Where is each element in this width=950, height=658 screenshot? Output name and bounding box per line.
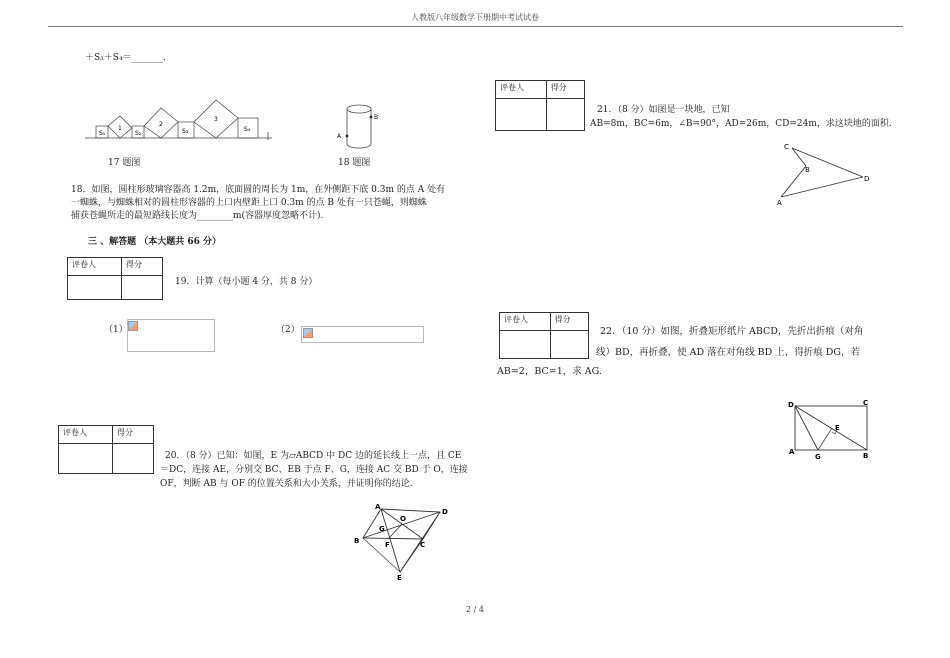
grade-reviewer-cell[interactable]: [496, 99, 547, 131]
fig17-label-s1: S₁: [99, 130, 106, 137]
q20-line-2: ＝DC，连接 AE，分别交 BC、EB 于点 F、G，连接 AC 交 BD 于 O，连接: [160, 465, 468, 475]
header-divider: [48, 26, 903, 27]
q22-line-1: 22．（10 分）如图，折叠矩形纸片 ABCD，先折出折痕（对角: [600, 326, 864, 337]
figure-22: [785, 396, 877, 462]
q18-line-2: 一蜘蛛，与蜘蛛相对的圆柱形容器的上口内壁距上口 0.3m 的点 B 处有一只苍蝇，则蜘蛛: [71, 198, 427, 208]
fig21-label-d: D: [864, 175, 870, 183]
fig22-label-c: C: [863, 399, 869, 407]
fig22-label-d: D: [788, 401, 794, 409]
fig18-label-a: A: [337, 133, 342, 140]
grade-score-cell[interactable]: [550, 331, 588, 359]
fig20-label-e: E: [397, 574, 402, 582]
fig18-point-b: [370, 116, 373, 119]
fig20-label-c: C: [420, 541, 426, 549]
grade-box-20: [58, 425, 154, 474]
q22-line-3: AB=2，BC=1，求 AG.: [497, 366, 602, 377]
grade-reviewer-label: 评卷人: [68, 258, 122, 276]
grade-reviewer-cell[interactable]: [59, 444, 113, 474]
q19-part-2-image-frame: [301, 326, 424, 343]
fig20-line-of: [388, 524, 402, 539]
fig17-label-3: 3: [214, 116, 218, 123]
fig18-caption: 18 题图: [338, 158, 371, 168]
grade-score-label: 得分: [113, 426, 154, 444]
grade-score-label: 得分: [122, 258, 163, 276]
fig17-label-2: 2: [159, 121, 163, 128]
grade-box-22: [499, 312, 589, 359]
grade-score-cell[interactable]: [546, 99, 584, 131]
fig21-side-ba: [781, 166, 806, 197]
q22-line-2: 线）BD，再折叠，使 AD 落在对角线 BD 上，得折痕 DG，若: [596, 347, 860, 358]
fig20-label-a: A: [375, 503, 381, 511]
fig21-label-b: B: [805, 166, 810, 174]
fig20-label-o: O: [400, 515, 406, 523]
grade-score-label: 得分: [550, 313, 588, 331]
figure-17: [80, 92, 280, 148]
fig17-label-s3: S₃: [182, 128, 189, 135]
fig20-label-b: B: [354, 537, 360, 545]
q18-line-3: 捕获苍蝇所走的最短路线长度为________m(容器厚度忽略不计).: [71, 211, 324, 221]
fig22-label-g: G: [815, 453, 821, 461]
q18-line-1: 18．如图，圆柱形玻璃容器高 1.2m，底面圆的周长为 1m，在外侧距下底 0.3m 的点 A 处有: [71, 185, 446, 195]
q21-line-1: 21．（8 分）如图是一块地，已知: [597, 105, 730, 115]
q19-part-1-image-frame: [127, 319, 215, 352]
q19-part-1-label: （1）: [104, 325, 128, 335]
q16-formula-tail: ＋S₃＋S₄＝_______．: [85, 53, 173, 63]
fig17-label-s2: S₂: [135, 130, 142, 137]
fig18-cylinder-bottom: [347, 144, 371, 148]
fig17-label-s4: S₄: [244, 126, 251, 133]
page-number: 2 / 4: [466, 605, 484, 614]
q21-line-2: AB=8m，BC=6m，∠B=90°，AD=26m，CD=24m，求这块地的面积.: [590, 119, 892, 129]
grade-reviewer-cell[interactable]: [68, 276, 122, 300]
grade-score-cell[interactable]: [113, 444, 154, 474]
fig18-point-a: [346, 135, 349, 138]
fig22-label-b: B: [863, 452, 869, 460]
grade-reviewer-label: 评卷人: [59, 426, 113, 444]
fig18-cylinder-top: [347, 105, 371, 113]
fig22-label-a: A: [789, 448, 795, 456]
grade-reviewer-label: 评卷人: [496, 81, 547, 99]
fig20-label-g: G: [379, 525, 385, 533]
fig21-side-cd: [792, 148, 863, 177]
q20-line-3: OF，判断 AB 与 OF 的位置关系和大小关系，并证明你的结论.: [160, 479, 413, 489]
fig22-line-ge: [818, 428, 832, 450]
section-3-heading: 三 、解答题 （本大题共 66 分）: [88, 237, 222, 247]
grade-score-cell[interactable]: [122, 276, 163, 300]
fig22-label-e: E: [835, 424, 840, 432]
fig20-label-d: D: [442, 508, 448, 516]
fig21-side-ad: [781, 177, 863, 197]
grade-box-19: [67, 257, 163, 300]
figure-21: [770, 140, 875, 208]
figure-20: [345, 500, 455, 584]
grade-score-label: 得分: [546, 81, 584, 99]
q20-line-1: 20．（8 分）已知：如图，E 为▱ABCD 中 DC 边的延长线上一点，且 CE: [165, 451, 462, 461]
fig22-diagonal-bd: [795, 406, 867, 450]
fig21-label-a: A: [777, 199, 782, 207]
grade-reviewer-cell[interactable]: [500, 331, 551, 359]
fig17-label-1: 1: [118, 125, 122, 132]
q19-part-2-label: （2）: [276, 325, 300, 335]
page-header: 人教版八年级数学下册期中考试试卷: [411, 13, 539, 22]
q19-text: 19．计算（每小题 4 分，共 8 分）: [175, 277, 318, 287]
grade-reviewer-label: 评卷人: [500, 313, 551, 331]
fig17-caption: 17 题图: [108, 158, 141, 168]
fig20-line-ae: [381, 509, 400, 572]
fig20-label-f: F: [385, 541, 390, 549]
grade-box-21: [495, 80, 585, 131]
fig18-label-b: B: [374, 114, 379, 121]
figure-18: [332, 100, 392, 152]
fig21-label-c: C: [784, 143, 789, 151]
